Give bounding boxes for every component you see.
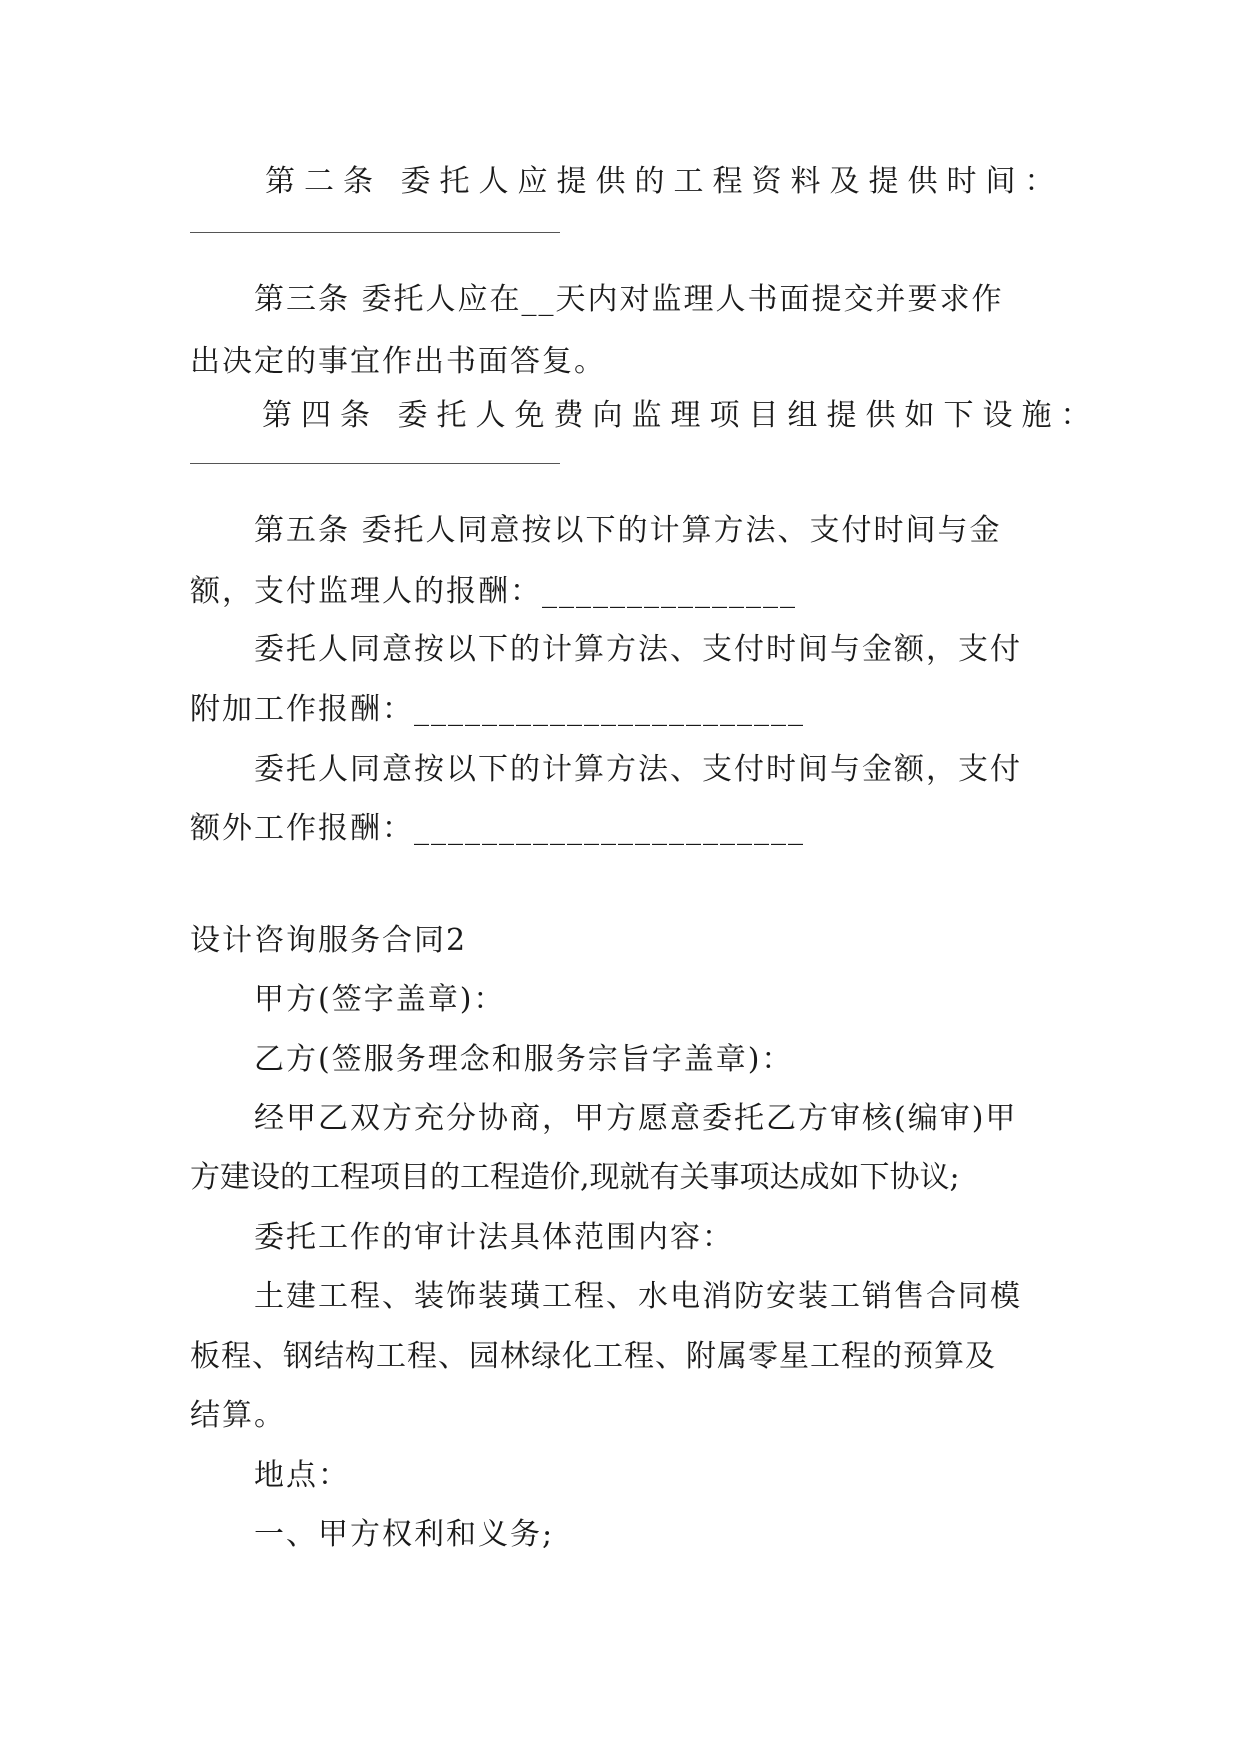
- contract2-title: 设计咨询服务合同2: [190, 923, 468, 958]
- contract2-party-b: 乙方(签服务理念和服务宗旨字盖章)：: [254, 1042, 794, 1077]
- article3-line1: 第三条 委托人应在__天内对监理人书面提交并要求作: [254, 282, 1004, 317]
- article5-line1: 第五条 委托人同意按以下的计算方法、支付时间与金: [254, 513, 1002, 548]
- contract2-scope-heading: 委托工作的审计法具体范围内容：: [254, 1220, 734, 1255]
- contract2-scope2: 板程、钢结构工程、园林绿化工程、附属零星工程的预算及: [190, 1339, 996, 1374]
- contract2-scope1: 土建工程、装饰装璜工程、水电消防安装工销售合同模: [254, 1279, 1022, 1314]
- article2-line1: 第二条 委托人应提供的工程资料及提供时间：: [265, 164, 1064, 199]
- article4-blank-line: [190, 463, 560, 464]
- article2-blank-line: [190, 232, 560, 233]
- contract2-party-a: 甲方(签字盖章)：: [254, 982, 506, 1017]
- article5-line4: 附加工作报酬：_______________________: [190, 692, 805, 727]
- contract2-intro2: 方建设的工程项目的工程造价,现就有关事项达成如下协议;: [190, 1160, 960, 1195]
- article4-line1: 第四条 委托人免费向监理项目组提供如下设施：: [262, 398, 1100, 433]
- article5-line5: 委托人同意按以下的计算方法、支付时间与金额，支付: [254, 752, 1022, 787]
- contract2-section1: 一、甲方权利和义务;: [254, 1517, 555, 1552]
- article5-line3: 委托人同意按以下的计算方法、支付时间与金额，支付: [254, 632, 1022, 667]
- contract2-location: 地点：: [254, 1458, 350, 1493]
- article5-line6: 额外工作报酬：_______________________: [190, 811, 805, 846]
- contract2-scope3: 结算。: [190, 1398, 286, 1433]
- article3-line2: 出决定的事宜作出书面答复。: [190, 344, 606, 379]
- contract2-intro1: 经甲乙双方充分协商，甲方愿意委托乙方审核(编审)甲: [254, 1101, 1018, 1136]
- article5-line2: 额，支付监理人的报酬：_______________: [190, 574, 797, 609]
